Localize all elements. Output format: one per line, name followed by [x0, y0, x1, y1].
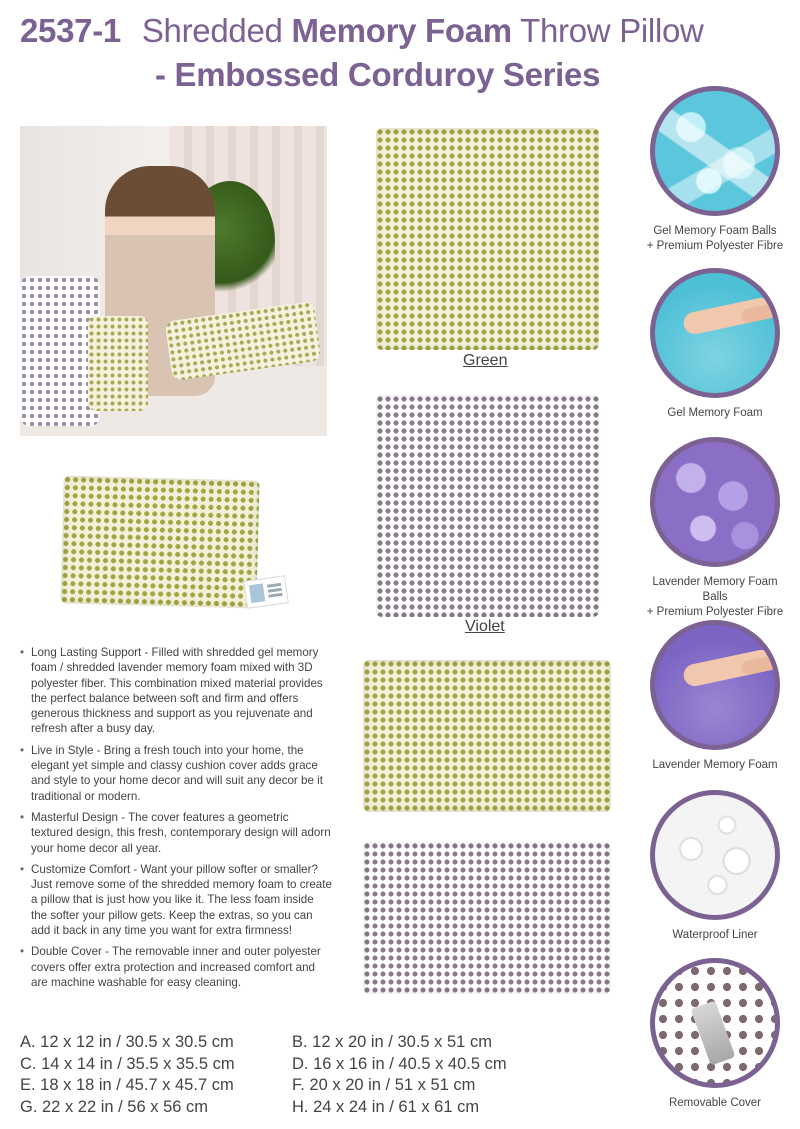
- green-rectangle-pillow: [363, 660, 611, 812]
- feature-removable-cover: [640, 958, 790, 1111]
- size-item: D. 16 x 16 in / 40.5 x 40.5 cm: [292, 1054, 507, 1073]
- removable-cover-image: [650, 958, 780, 1088]
- lifestyle-photo: [20, 126, 327, 436]
- feature-gel-memory-foam: [640, 268, 790, 421]
- feature-caption: Lavender Memory Foam: [652, 759, 778, 771]
- violet-square-pillow: [376, 395, 599, 617]
- size-item: A. 12 x 12 in / 30.5 x 30.5 cm: [20, 1033, 234, 1051]
- feature-lavender-memory-foam: [640, 620, 790, 773]
- size-item: E. 18 x 18 in / 45.7 x 45.7 cm: [20, 1076, 234, 1094]
- feature-caption: Removable Cover: [668, 1097, 762, 1109]
- feature-waterproof-liner: [640, 790, 790, 943]
- violet-color-label: Violet: [465, 618, 505, 635]
- page-title: [20, 12, 704, 50]
- size-item: G. 22 x 22 in / 56 x 56 cm: [20, 1097, 209, 1116]
- list-item: • Live in Style - Bring a fresh touch into your home, the elegant yet simple and classy cushion cover adds grace and style to your home decor and will suit any decor be it traditional or modern.: [20, 743, 332, 804]
- list-item: • Masterful Design - The cover features a geometric textured design, this fresh, contemporary design will adorn your home decor all year.: [20, 810, 332, 856]
- product-tag: [243, 575, 288, 609]
- waterproof-liner-image: [650, 790, 780, 920]
- zipper-icon: [691, 1000, 736, 1065]
- title-part-1: Shredded: [141, 12, 283, 49]
- lavender-foam-balls-image: [650, 437, 780, 567]
- feature-caption: Gel Memory Foam Balls + Premium Polyester Fibre: [646, 225, 784, 252]
- feature-caption: Waterproof Liner: [672, 929, 758, 941]
- product-code: 2537-1: [20, 12, 121, 49]
- gel-memory-foam-image: [650, 268, 780, 398]
- violet-rectangle-pillow: [363, 842, 611, 994]
- feature-bullet-list: [20, 645, 332, 996]
- feature-gel-foam-balls: [640, 86, 790, 254]
- feature-lavender-foam-balls: [640, 437, 790, 620]
- size-item: F. 20 x 20 in / 51 x 51 cm: [292, 1076, 476, 1094]
- list-item: • Customize Comfort - Want your pillow softer or smaller? Just remove some of the shredded memory foam to create a pillow that is just how you like it. The less foam inside the softer your pillow gets. Keep the extras, so you can add it back in any time you want for extra firmness!: [20, 862, 332, 938]
- green-square-pillow: [376, 128, 599, 350]
- title-part-2: Memory Foam: [291, 12, 512, 49]
- list-item: • Long Lasting Support - Filled with shredded gel memory foam / shredded lavender memory foam mixed with 3D polyester fiber. This combination mixed material provides the perfect balance between soft and firm and offers generous thickness and support as you rejuvenate and refresh after a busy day.: [20, 645, 332, 737]
- hand-icon: [682, 648, 775, 688]
- list-item: • Double Cover - The removable inner and outer polyester covers offer extra protection and increased comfort and are machine washable for easy cleaning.: [20, 944, 332, 990]
- feature-caption: Gel Memory Foam: [667, 407, 763, 419]
- series-title: - Embossed Corduroy Series: [155, 56, 601, 93]
- size-list: [20, 1032, 580, 1117]
- feature-caption: Lavender Memory Foam Balls + Premium Polyester Fibre: [646, 576, 784, 618]
- gel-foam-balls-image: [650, 86, 780, 216]
- green-color-label: Green: [463, 352, 508, 369]
- size-item: H. 24 x 24 in / 61 x 61 cm: [292, 1097, 480, 1116]
- hand-icon: [682, 296, 775, 336]
- packaged-pillow-image: [60, 475, 259, 608]
- green-cushion: [88, 316, 148, 411]
- title-part-3: Throw Pillow: [520, 12, 704, 49]
- lavender-memory-foam-image: [650, 620, 780, 750]
- size-item: C. 14 x 14 in / 35.5 x 35.5 cm: [20, 1054, 235, 1073]
- size-item: B. 12 x 20 in / 30.5 x 51 cm: [292, 1033, 492, 1051]
